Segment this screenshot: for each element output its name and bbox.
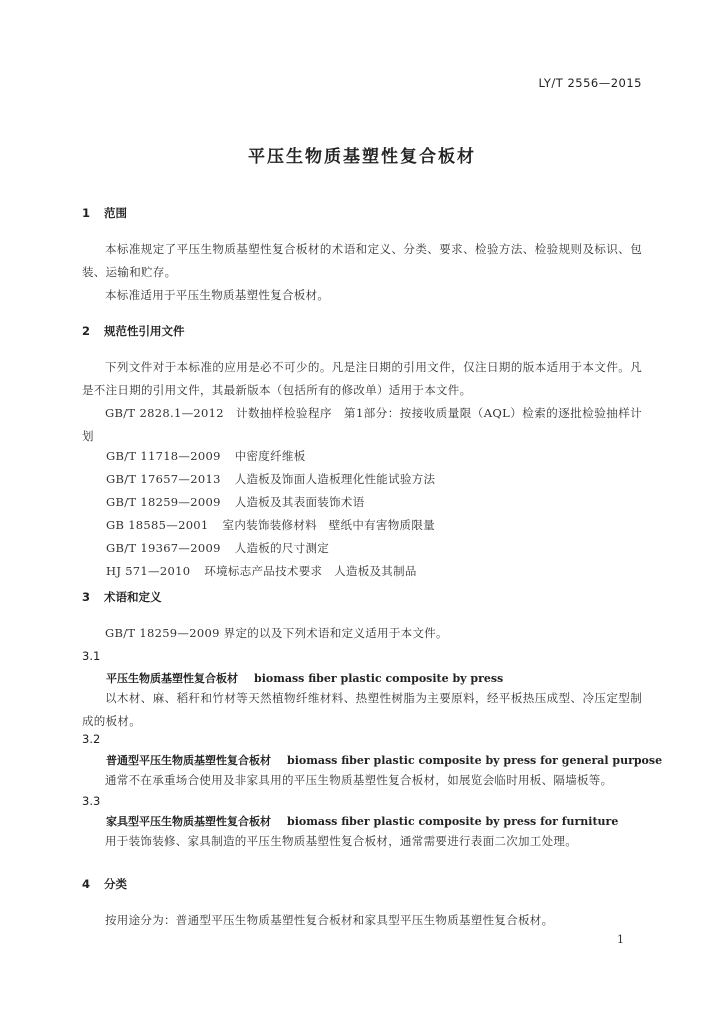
section-1-paragraph-2: 本标准适用于平压生物质基塑性复合板材。 [105, 288, 330, 302]
section-number: 1 [82, 206, 91, 220]
term-english: biomass fiber plastic composite by press for furniture [287, 815, 619, 828]
reference-title: 中密度纤维板 [234, 449, 306, 463]
term-number: 3.3 [82, 794, 101, 808]
section-number: 2 [82, 324, 91, 338]
section-title: 分类 [104, 877, 127, 891]
section-2-intro: 下列文件对于本标准的应用是必不可少的。凡是注日期的引用文件，仅注日期的版本适用于本文件。凡是不注日期的引用文件，其最新版本（包括所有的修改单）适用于本文件。 [82, 360, 642, 397]
document-title: 平压生物质基塑性复合板材 [248, 147, 476, 167]
term-heading [106, 752, 662, 768]
section-number: 4 [82, 877, 91, 891]
term-definition: 用于装饰装修、家具制造的平压生物质基塑性复合板材，通常需要进行表面二次加工处理。 [105, 834, 577, 848]
section-4-paragraph: 按用途分为：普通型平压生物质基塑性复合板材和家具型平压生物质基塑性复合板材。 [105, 913, 554, 927]
section-title: 规范性引用文件 [104, 324, 185, 338]
reference-title: 人造板及其表面装饰术语 [234, 495, 365, 509]
term-english: biomass fiber plastic composite by press [254, 672, 504, 685]
reference-title: 人造板的尺寸测定 [234, 541, 330, 555]
page-number: 1 [617, 933, 624, 946]
section-3-intro: GB/T 18259—2009 界定的以及下列术语和定义适用于本文件。 [105, 626, 448, 640]
reference-code: GB 18585—2001 [106, 518, 209, 532]
term-number: 3.1 [82, 649, 101, 663]
reference-title: 环境标志产品技术要求 人造板及其制品 [204, 564, 417, 578]
section-2-heading [82, 323, 185, 339]
reference-item [106, 540, 329, 556]
reference-code: GB/T 18259—2009 [106, 495, 221, 509]
term-chinese: 平压生物质基塑性复合板材 [106, 672, 238, 685]
term-heading [106, 670, 503, 686]
term-heading [106, 813, 618, 829]
section-4-heading [82, 876, 127, 892]
term-definition: 以木材、麻、稻秆和竹材等天然植物纤维材料、热塑性树脂为主要原料，经平板热压成型、冷压定型制成的板材。 [82, 691, 642, 728]
reference-item [106, 494, 365, 510]
reference-title: 人造板及饰面人造板理化性能试验方法 [234, 472, 436, 486]
section-1-heading [82, 205, 127, 221]
section-number: 3 [82, 590, 91, 604]
reference-item [106, 517, 435, 533]
standard-code: LY/T 2556—2015 [538, 76, 642, 90]
section-3-heading [82, 589, 162, 605]
term-chinese: 家具型平压生物质基塑性复合板材 [106, 815, 271, 828]
term-english: biomass fiber plastic composite by press for general purpose [287, 754, 663, 767]
section-1-paragraph-1: 本标准规定了平压生物质基塑性复合板材的术语和定义、分类、要求、检验方法、检验规则及标识、包装、运输和贮存。 [82, 242, 642, 279]
reference-item [106, 563, 417, 579]
reference-item [106, 471, 435, 487]
reference-title: 室内装饰装修材料 壁纸中有害物质限量 [222, 518, 435, 532]
reference-code: GB/T 19367—2009 [106, 541, 221, 555]
term-definition: 通常不在承重场合使用及非家具用的平压生物质基塑性复合板材，如展览会临时用板、隔墙板等。 [105, 773, 613, 787]
reference-code: GB/T 11718—2009 [106, 449, 221, 463]
reference-code: HJ 571—2010 [106, 564, 191, 578]
reference-gb-t-2828-1: GB/T 2828.1—2012 计数抽样检验程序 第1部分：按接收质量限（AQL）检索的逐批检验抽样计划 [82, 406, 642, 443]
term-chinese: 普通型平压生物质基塑性复合板材 [106, 754, 271, 767]
reference-code: GB/T 17657—2013 [106, 472, 221, 486]
section-title: 术语和定义 [104, 590, 162, 604]
section-title: 范围 [104, 206, 127, 220]
term-number: 3.2 [82, 732, 101, 746]
reference-item [106, 448, 306, 464]
